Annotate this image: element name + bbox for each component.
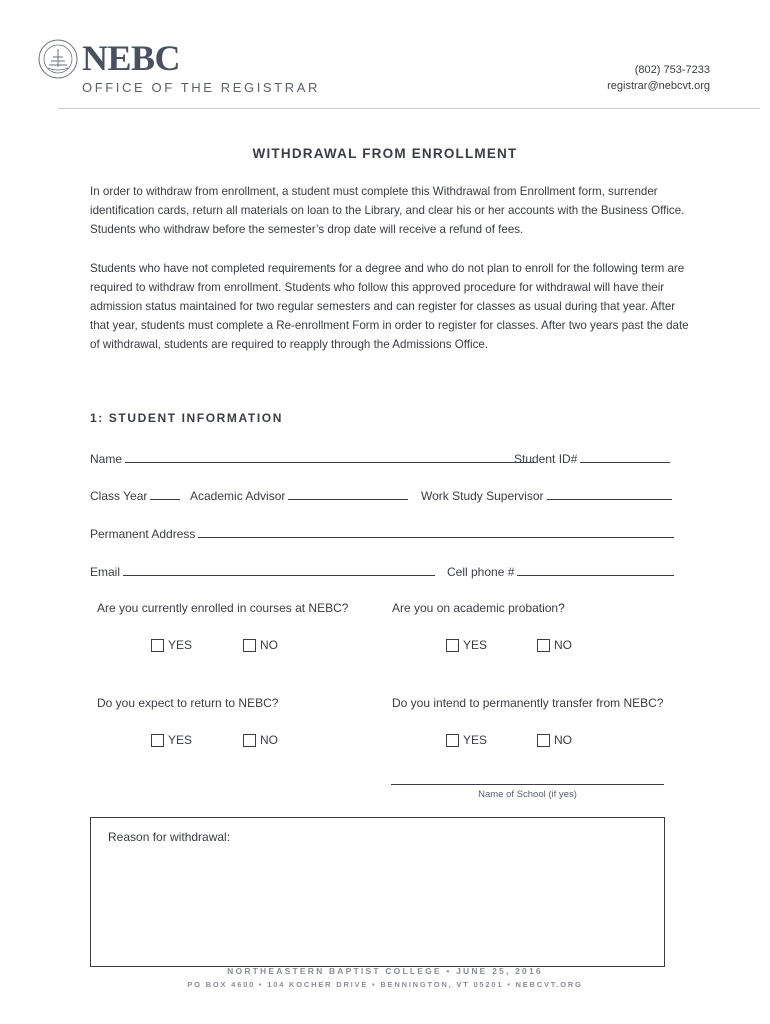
student-id-label: Student ID# — [514, 452, 578, 466]
yes-label: YES — [463, 638, 488, 652]
intro-paragraph-2: Students who have not completed requirements for a degree and who do not plan to enroll for the following term are required to withdraw from enrollment. Students who follow this approved procedure for withdrawal will have their admission status maintained for two regular semesters and can register for classes as usual during that year. After that year, students must complete a Re-enrollment Form in order to register for classes. After two years past the date of withdrawal, students are required to reapply through the Admissions Office. — [90, 262, 689, 351]
yes-label: YES — [463, 733, 488, 747]
class-year-label: Class Year — [90, 489, 148, 503]
phone-number: (802) 753-7233 — [634, 64, 710, 76]
form-title: WITHDRAWAL FROM ENROLLMENT — [252, 146, 518, 161]
contact-info — [607, 62, 710, 94]
yes-label: YES — [168, 733, 193, 747]
advisor-label: Academic Advisor — [190, 489, 286, 503]
school-name-input-line[interactable] — [391, 784, 664, 785]
email-label: Email — [90, 565, 121, 579]
school-name-caption: Name of School (if yes) — [478, 789, 577, 800]
reason-label: Reason for withdrawal: — [108, 830, 231, 844]
no-label: NO — [554, 733, 572, 747]
student-id-field[interactable] — [514, 451, 670, 466]
question-enrolled: Are you currently enrolled in courses at NEBC? — [97, 601, 349, 615]
footer-address: PO BOX 4600 • 104 KOCHER DRIVE • BENNINGTON, VT 05201 • NEBCVT.ORG — [187, 980, 583, 989]
office-name: OFFICE OF THE REGISTRAR — [82, 80, 320, 95]
cell-label: Cell phone # — [447, 565, 515, 579]
intro-paragraph-1: In order to withdraw from enrollment, a student must complete this Withdrawal from Enrollment form, surrender identification cards, return all materials on loan to the Library, and clear his or her accounts with the Business Office. Students who withdraw before the semester’s drop date will receive a refund of fees. — [90, 185, 685, 236]
checkbox[interactable] — [537, 734, 550, 747]
enrolled-no-option[interactable] — [243, 638, 278, 652]
probation-yes-option[interactable] — [446, 638, 487, 652]
no-label: NO — [554, 638, 572, 652]
checkbox[interactable] — [446, 734, 459, 747]
no-label: NO — [260, 638, 278, 652]
email-field[interactable] — [90, 564, 435, 579]
checkbox[interactable] — [151, 734, 164, 747]
return-no-option[interactable] — [243, 733, 278, 747]
footer-college-date: NORTHEASTERN BAPTIST COLLEGE • JUNE 25, 2016 — [227, 966, 543, 976]
question-transfer: Do you intend to permanently transfer from NEBC? — [392, 696, 664, 710]
email-input-line[interactable] — [123, 564, 435, 576]
checkbox[interactable] — [243, 734, 256, 747]
name-field[interactable] — [90, 451, 535, 466]
logo-wordmark: NEBC — [82, 38, 181, 78]
work-study-input-line[interactable] — [547, 488, 672, 500]
advisor-input-line[interactable] — [288, 488, 408, 500]
checkbox[interactable] — [446, 639, 459, 652]
transfer-no-option[interactable] — [537, 733, 572, 747]
question-return: Do you expect to return to NEBC? — [97, 696, 279, 710]
advisor-field[interactable] — [190, 488, 408, 503]
work-study-field[interactable] — [421, 488, 672, 503]
transfer-yes-option[interactable] — [446, 733, 487, 747]
question-probation: Are you on academic probation? — [392, 601, 565, 615]
college-seal-icon — [38, 39, 78, 79]
address-input-line[interactable] — [198, 526, 674, 538]
return-yes-option[interactable] — [151, 733, 192, 747]
cell-input-line[interactable] — [517, 564, 674, 576]
address-field[interactable] — [90, 526, 674, 541]
enrolled-yes-option[interactable] — [151, 638, 192, 652]
probation-no-option[interactable] — [537, 638, 572, 652]
name-input-line[interactable] — [125, 451, 535, 463]
class-year-input-line[interactable] — [150, 488, 180, 500]
cell-field[interactable] — [447, 564, 674, 579]
student-id-input-line[interactable] — [580, 451, 670, 463]
yes-label: YES — [168, 638, 193, 652]
work-study-label: Work Study Supervisor — [421, 489, 544, 503]
section-heading: 1: STUDENT INFORMATION — [90, 411, 283, 425]
address-label: Permanent Address — [90, 527, 196, 541]
checkbox[interactable] — [151, 639, 164, 652]
email-address: registrar@nebcvt.org — [607, 80, 710, 92]
class-year-field[interactable] — [90, 488, 180, 503]
checkbox[interactable] — [243, 639, 256, 652]
checkbox[interactable] — [537, 639, 550, 652]
no-label: NO — [260, 733, 278, 747]
header-divider — [58, 108, 760, 109]
name-label: Name — [90, 452, 123, 466]
